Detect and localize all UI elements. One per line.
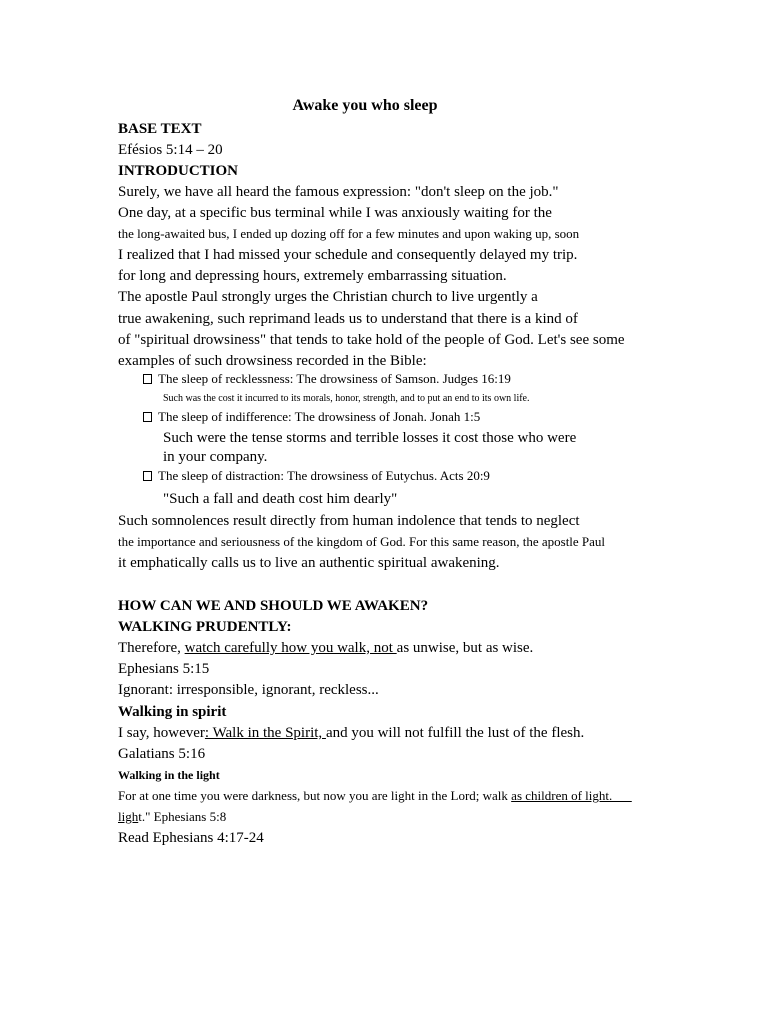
intro-line: for long and depressing hours, extremely embarrassing situation. — [118, 268, 507, 284]
bullet-item — [143, 467, 490, 485]
bullet-item — [143, 370, 511, 388]
base-text-heading: BASE TEXT — [118, 121, 202, 137]
conclusion-line: the importance and seriousness of the kingdom of God. For this same reason, the apostle Paul — [118, 534, 606, 549]
verse-text: For at one time you were darkness, but now you are light in the Lord; walk — [118, 788, 512, 803]
conclusion-line: it emphatically calls us to live an authentic spiritual awakening. — [118, 555, 500, 571]
read-reference: Read Ephesians 4:17-24 — [118, 830, 264, 846]
verse-text: Therefore, — [118, 640, 185, 656]
section-heading: HOW CAN WE AND SHOULD WE AWAKEN? — [118, 598, 429, 614]
walking-spirit-verse — [118, 724, 584, 742]
bullet-note: "Such a fall and death cost him dearly" — [163, 491, 398, 507]
intro-line: of "spiritual drowsiness" that tends to take hold of the people of God. Let's see some — [118, 332, 625, 348]
bullet-note: Such was the cost it incurred to its morals, honor, strength, and to put an end to its own life. — [163, 393, 530, 404]
walking-spirit-heading: Walking in spirit — [118, 704, 227, 720]
intro-line: the long-awaited bus, I ended up dozing off for a few minutes and upon waking up, soon — [118, 226, 580, 241]
verse-underlined-text: watch carefully how you walk, not — [184, 640, 397, 656]
checkbox-bullet-icon — [143, 374, 152, 384]
verse-text: and you will not fulfill the lust of the flesh. — [325, 725, 585, 741]
verse-text: t." Ephesians 5:8 — [138, 809, 227, 824]
intro-line: examples of such drowsiness recorded in the Bible: — [118, 353, 427, 369]
verse-text: as unwise, but as wise. — [396, 640, 534, 656]
walking-prudently-note: Ignorant: irresponsible, ignorant, reckless... — [118, 682, 379, 698]
walking-prudently-verse — [118, 639, 533, 657]
conclusion-line: Such somnolences result directly from human indolence that tends to neglect — [118, 513, 580, 529]
walking-prudently-reference: Ephesians 5:15 — [118, 661, 210, 677]
verse-underlined-text: ligh — [118, 809, 139, 824]
bullet-text: The sleep of distraction: The drowsiness of Eutychus. Acts 20:9 — [158, 468, 490, 483]
walking-light-heading: Walking in the light — [118, 768, 220, 782]
checkbox-bullet-icon — [143, 412, 152, 422]
bullet-item — [143, 408, 480, 426]
walking-prudently-heading: WALKING PRUDENTLY: — [118, 619, 292, 635]
walking-light-verse-cont — [118, 808, 226, 826]
verse-text: I say, however — [118, 725, 205, 741]
walking-spirit-reference: Galatians 5:16 — [118, 746, 206, 762]
base-text-reference: Efésios 5:14 – 20 — [118, 142, 223, 158]
bullet-text: The sleep of indifference: The drowsiness of Jonah. Jonah 1:5 — [158, 409, 481, 424]
intro-line: Surely, we have all heard the famous expression: "don't sleep on the job." — [118, 184, 559, 200]
intro-line: true awakening, such reprimand leads us to understand that there is a kind of — [118, 311, 578, 327]
verse-underlined-text: as children of light. — [511, 788, 632, 803]
bullet-note: in your company. — [163, 449, 268, 465]
intro-line: The apostle Paul strongly urges the Christian church to live urgently a — [118, 289, 538, 305]
walking-light-verse — [118, 787, 632, 805]
bullet-note: Such were the tense storms and terrible losses it cost those who were — [163, 430, 577, 446]
document-title: Awake you who sleep — [292, 97, 438, 114]
intro-line: One day, at a specific bus terminal while I was anxiously waiting for the — [118, 205, 552, 221]
intro-line: I realized that I had missed your schedule and consequently delayed my trip. — [118, 247, 578, 263]
verse-underlined-text: : Walk in the Spirit, — [204, 725, 326, 741]
introduction-heading: INTRODUCTION — [118, 163, 239, 179]
checkbox-bullet-icon — [143, 471, 152, 481]
bullet-text: The sleep of recklessness: The drowsiness of Samson. Judges 16:19 — [158, 371, 511, 386]
